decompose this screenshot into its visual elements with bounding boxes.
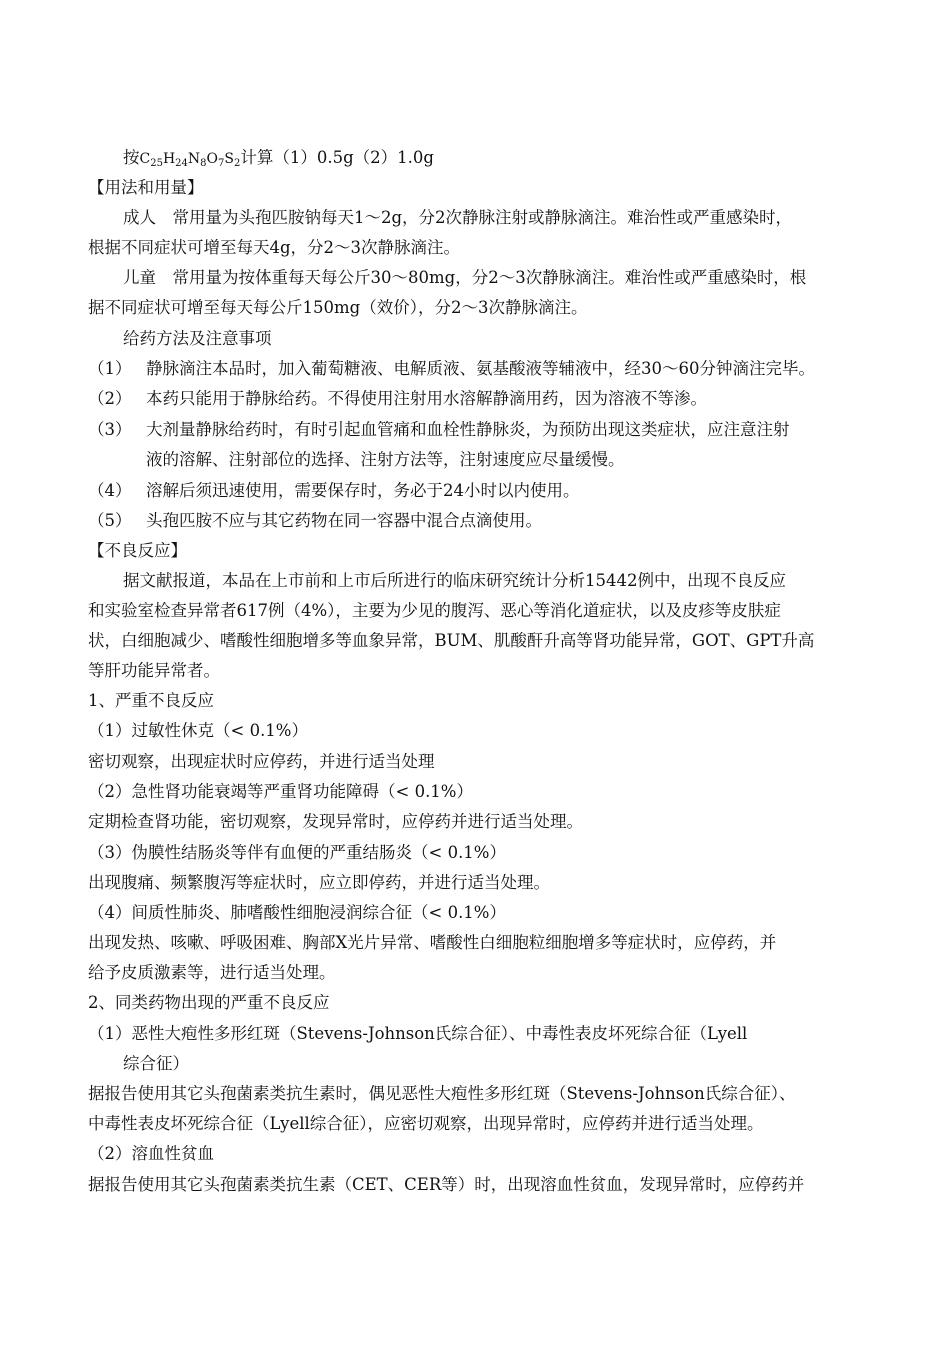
method-item-text: 溶解后须迅速使用，需要保存时，务必于24小时以内使用。 [146,481,580,500]
method-item-number: （3） [88,420,132,439]
class-item-1-line-1: （1）恶性大疱性多形红斑（Stevens-Johnson氏综合征）、中毒性表皮坏死综合征（Lyell [88,1024,748,1043]
serious-item-4: （4）间质性肺炎、肺嗜酸性细胞浸润综合征（< 0.1%） [88,903,506,922]
adult-dose-line-2: 根据不同症状可增至每天4g，分2～3次静脉滴注。 [88,238,461,257]
section-heading-adverse: 【不良反应】 [88,541,187,560]
formula-s: S [224,151,234,167]
class-item-2-desc: 据报告使用其它头孢菌素类抗生素（CET、CER等）时，出现溶血性贫血，发现异常时，应停药并 [88,1175,805,1194]
serious-item-2-desc: 定期检查肾功能，密切观察，发现异常时，应停药并进行适当处理。 [88,812,583,831]
serious-adverse-title: 1、严重不良反应 [88,691,214,710]
adverse-para-line-1: 据文献报道，本品在上市前和上市后所进行的临床研究统计分析15442例中，出现不良反应 [123,571,786,590]
method-item-text: 大剂量静脉给药时，有时引起血管痛和血栓性静脉炎，为预防出现这类症状，应注意注射 [146,420,790,439]
method-item-text: 静脉滴注本品时，加入葡萄糖液、电解质液、氨基酸液等辅液中，经30～60分钟滴注完毕。 [146,359,815,378]
serious-item-2: （2）急性肾功能衰竭等严重肾功能障碍（< 0.1%） [88,782,473,801]
adverse-para-line-4: 等肝功能异常者。 [88,661,220,680]
class-item-1-desc-2: 中毒性表皮坏死综合征（Lyell综合征），应密切观察，出现异常时，应停药并进行适当处理。 [88,1114,764,1133]
formula-n-count: 8 [200,158,207,169]
serious-item-1: （1）过敏性休克（< 0.1%） [88,721,308,740]
serious-item-3: （3）伪膜性结肠炎等伴有血便的严重结肠炎（< 0.1%） [88,843,506,862]
formula-n: N [187,151,201,167]
class-item-1-line-2: 综合征） [123,1054,189,1073]
formula-s-count: 2 [233,158,241,169]
child-dose-line-1: 儿童 常用量为按体重每天每公斤30～80mg，分2～3次静脉滴注。难治性或严重感染时，根 [123,268,807,287]
formula-c: C [139,151,151,167]
formula-line [123,148,434,169]
formula-o: O [206,151,219,167]
adverse-para-line-3: 状，白细胞减少、嗜酸性细胞增多等血象异常，BUM、肌酸酐升高等肾功能异常，GOT、GPT升高 [88,631,815,650]
class-item-2: （2）溶血性贫血 [88,1144,214,1163]
method-item-number: （5） [88,511,132,530]
method-item-text-continued: 液的溶解、注射部位的选择、注射方法等，注射速度应尽量缓慢。 [146,450,625,469]
adverse-para-line-2: 和实验室检查异常者617例（4%），主要为少见的腹泻、恶心等消化道症状，以及皮疹等皮肤症 [88,601,781,620]
serious-item-4-desc-2: 给予皮质激素等，进行适当处理。 [88,963,336,982]
formula-prefix: 按 [123,148,140,167]
adult-dose-line-1: 成人 常用量为头孢匹胺钠每天1～2g，分2次静脉注射或静脉滴注。难治性或严重感染时， [123,208,793,227]
formula-h-count: 24 [175,158,188,169]
method-title: 给药方法及注意事项 [123,329,272,348]
method-item-number: （1） [88,359,132,378]
method-item-number: （4） [88,481,132,500]
section-heading-usage: 【用法和用量】 [88,178,204,197]
class-adverse-title: 2、同类药物出现的严重不良反应 [88,993,330,1012]
formula-suffix: 计算（1）0.5g（2）1.0g [240,148,434,167]
formula-o-count: 7 [218,158,225,169]
class-item-1-desc-1: 据报告使用其它头孢菌素类抗生素时，偶见恶性大疱性多形红斑（Stevens-Johnson氏综合征）、 [88,1084,796,1103]
serious-item-4-desc-1: 出现发热、咳嗽、呼吸困难、胸部X光片异常、嗜酸性白细胞粒细胞增多等症状时，应停药，并 [88,933,777,952]
method-item-text: 头孢匹胺不应与其它药物在同一容器中混合点滴使用。 [146,511,542,530]
serious-item-1-desc: 密切观察，出现症状时应停药，并进行适当处理 [88,752,435,771]
formula-c-count: 25 [150,158,163,169]
method-item-text: 本药只能用于静脉给药。不得使用注射用水溶解静滴用药，因为溶液不等渗。 [146,389,707,408]
child-dose-line-2: 据不同症状可增至每天每公斤150mg（效价），分2～3次静脉滴注。 [88,298,588,317]
serious-item-3-desc: 出现腹痛、频繁腹泻等症状时，应立即停药，并进行适当处理。 [88,873,550,892]
method-item-number: （2） [88,389,132,408]
formula-h: H [162,151,176,167]
